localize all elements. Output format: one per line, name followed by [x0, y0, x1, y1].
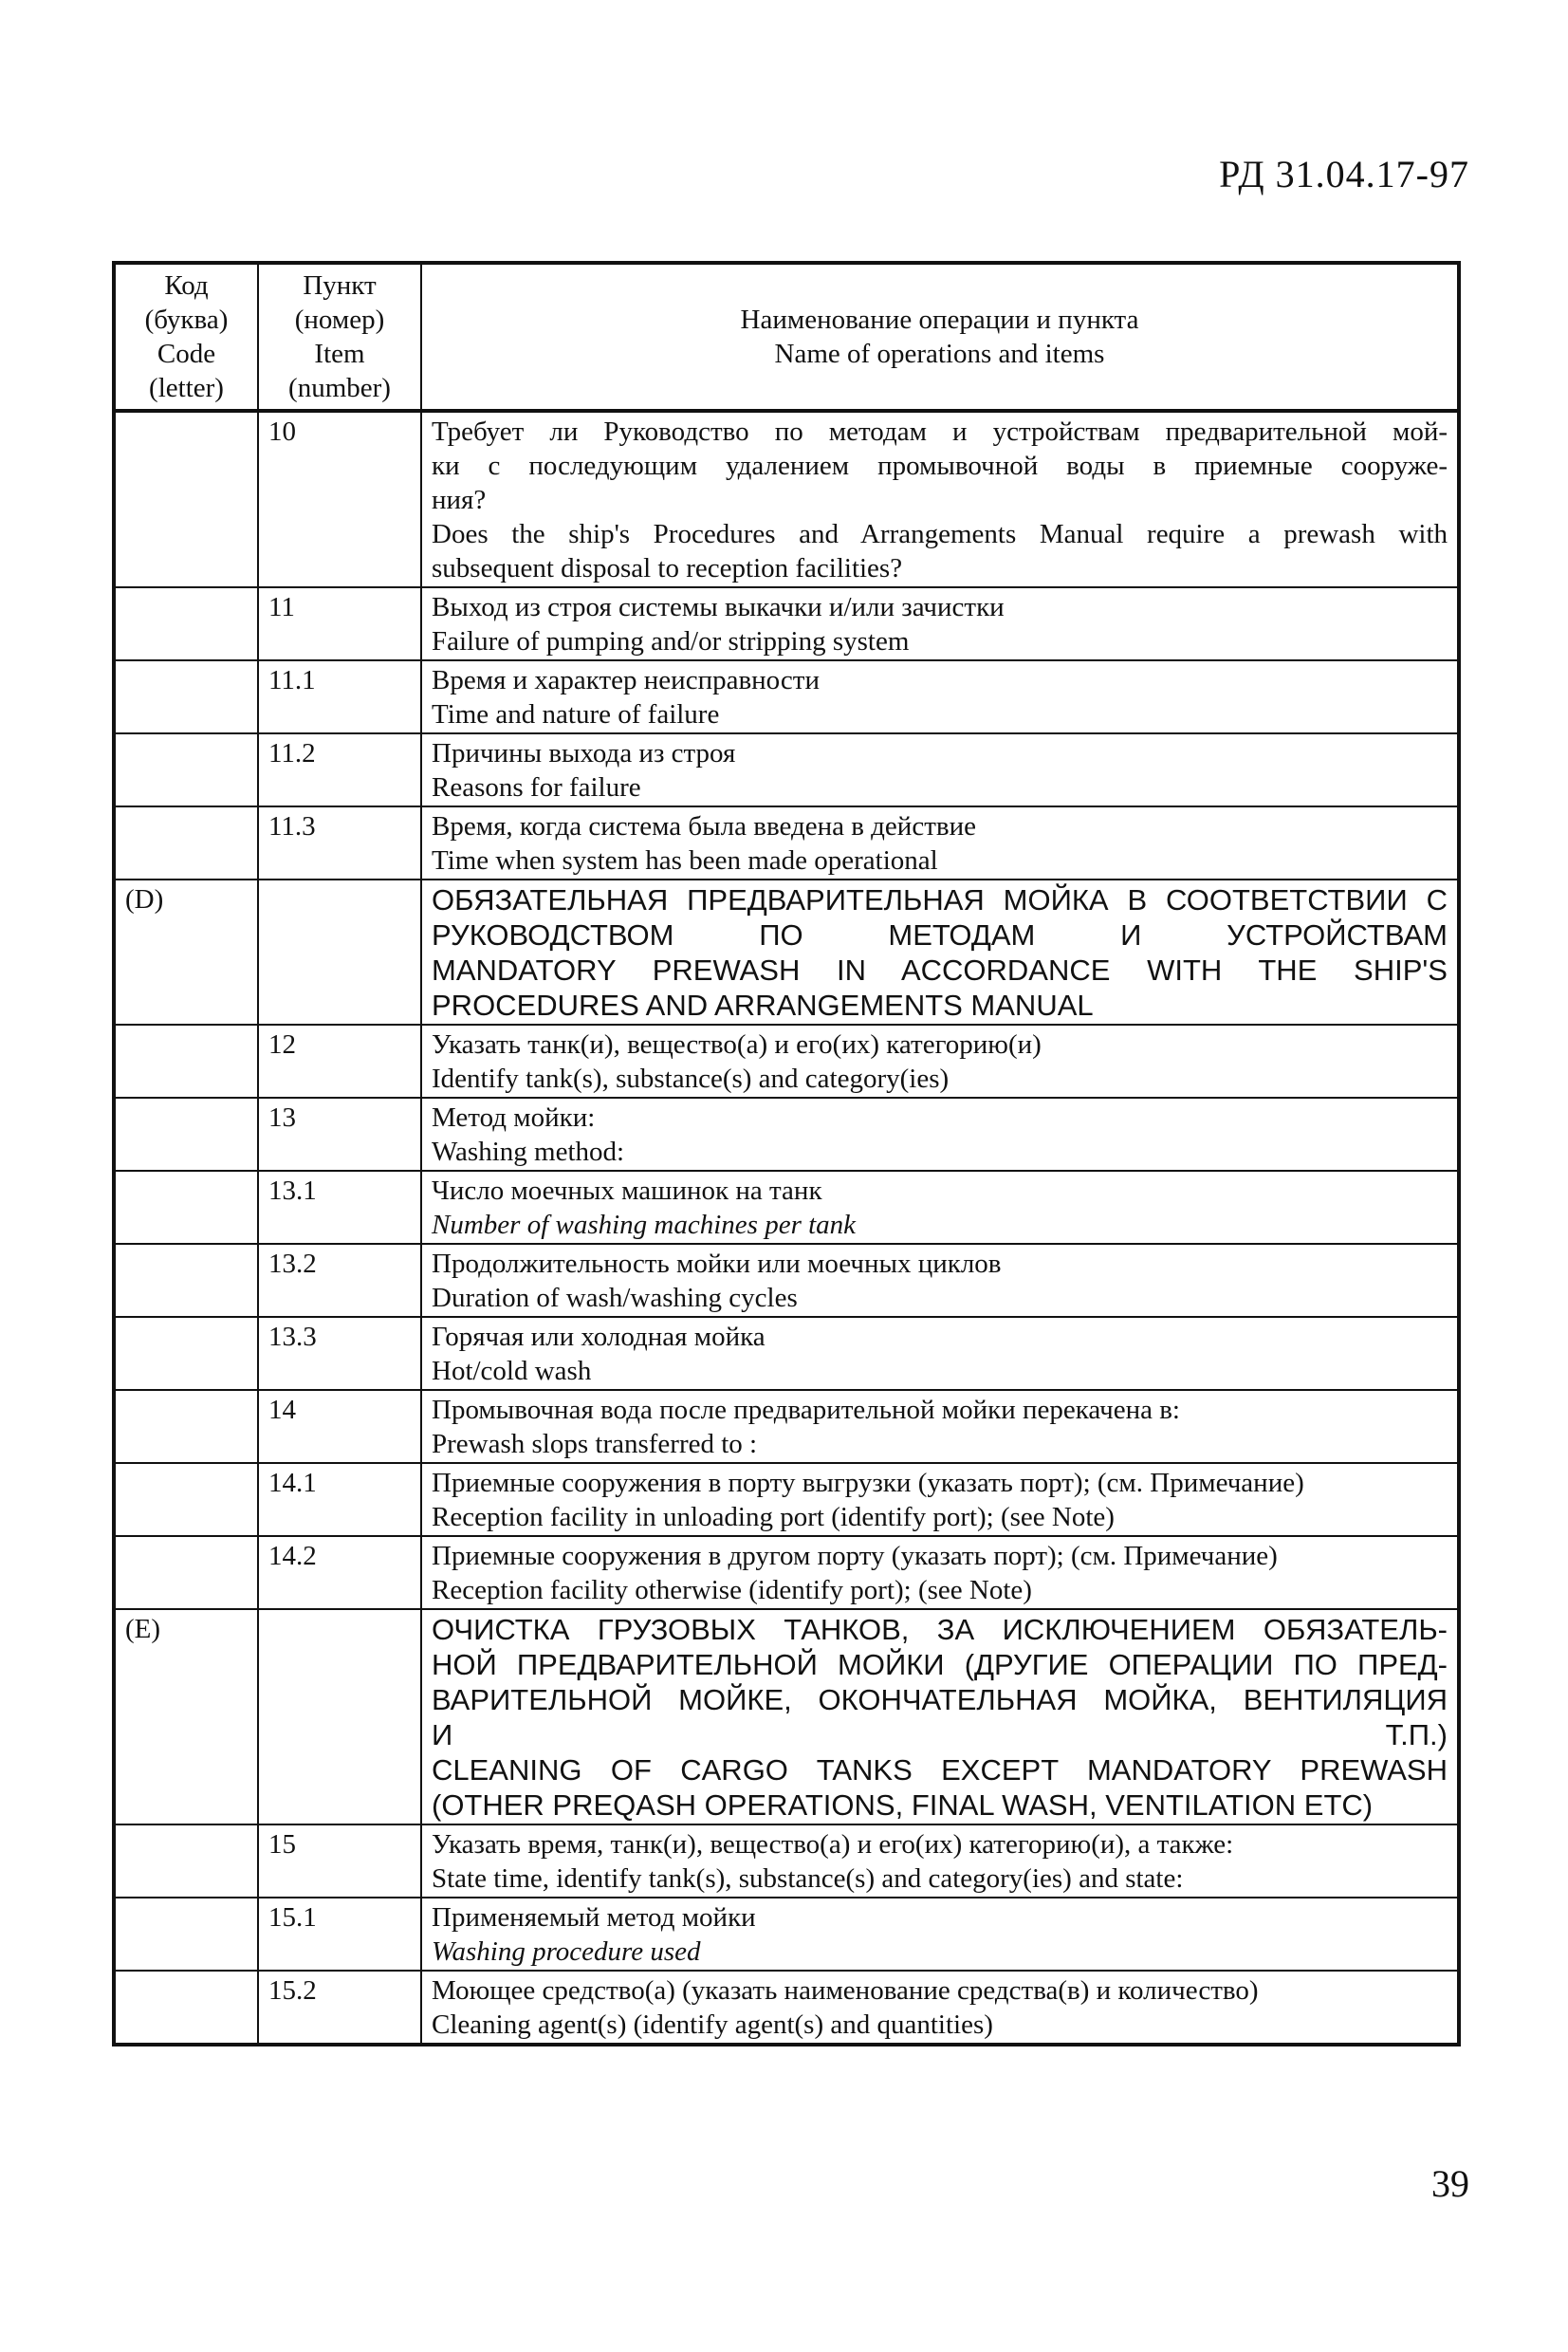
- operation-name-cell: [421, 880, 1459, 1025]
- operation-name-cell: [421, 733, 1459, 806]
- item-number-cell: [258, 1609, 421, 1824]
- operation-text-line: Горячая или холодная мойка: [432, 1322, 766, 1352]
- operation-name-cell: [421, 1898, 1459, 1971]
- operation-text-line: Cleaning agent(s) (identify agent(s) and quantities): [432, 2009, 993, 2040]
- operation-text-line: Washing method:: [432, 1137, 625, 1167]
- code-cell: (D): [114, 880, 258, 1025]
- operation-text-line: Указать танк(и), вещество(а) и его(их) категорию(и): [432, 1029, 1042, 1060]
- operation-text-line: Промывочная вода после предварительной мойки перекачена в:: [432, 1395, 1180, 1425]
- code-cell: [114, 733, 258, 806]
- operation-text-line: Выход из строя системы выкачки и/или зачистки: [432, 592, 1005, 622]
- operation-text-line: Время, когда система была введена в действие: [432, 811, 976, 842]
- operation-text-line: И Т.П.): [432, 1718, 1448, 1751]
- operation-text-line: Hot/cold wash: [432, 1356, 592, 1386]
- header-line: Name of operations and items: [774, 339, 1105, 369]
- operation-text-line: Метод мойки:: [432, 1102, 596, 1133]
- operation-text-line: ОБЯЗАТЕЛЬНАЯ ПРЕДВАРИТЕЛЬНАЯ МОЙКА В СООТВЕТСТВИИ С: [432, 883, 1448, 917]
- table-row: [114, 1463, 1459, 1536]
- header-line: Пункт: [303, 270, 377, 301]
- operation-name-cell: [421, 806, 1459, 880]
- operation-name-cell: [421, 1098, 1459, 1171]
- table-row: [114, 1390, 1459, 1463]
- table-row: [114, 880, 1459, 1025]
- item-number-cell: 10: [258, 411, 421, 587]
- code-cell: [114, 1244, 258, 1317]
- item-number-cell: 11.2: [258, 733, 421, 806]
- operation-text-line: Time when system has been made operational: [432, 845, 938, 876]
- header-line: (letter): [149, 373, 224, 403]
- table-row: [114, 1609, 1459, 1824]
- operation-text-line: Reasons for failure: [432, 772, 641, 803]
- code-cell: [114, 1317, 258, 1390]
- code-cell: [114, 806, 258, 880]
- operation-text-line: State time, identify tank(s), substance(s) and category(ies) and state:: [432, 1863, 1184, 1894]
- table-row: [114, 1098, 1459, 1171]
- document-code: РД 31.04.17-97: [1219, 153, 1469, 195]
- operation-name-cell: [421, 1536, 1459, 1609]
- operation-text-line: Время и характер неисправности: [432, 665, 820, 695]
- operation-text-line: subsequent disposal to reception facilities?: [432, 553, 903, 583]
- item-column-header: [258, 263, 421, 411]
- operation-text-line: ния?: [432, 485, 487, 515]
- code-cell: [114, 1971, 258, 2045]
- table-row: [114, 1536, 1459, 1609]
- code-cell: [114, 1025, 258, 1098]
- table-row: [114, 1171, 1459, 1244]
- page-number: 39: [1431, 2162, 1469, 2205]
- item-number-cell: 13.3: [258, 1317, 421, 1390]
- item-number-cell: 14.2: [258, 1536, 421, 1609]
- operations-table: [112, 261, 1461, 2046]
- operation-name-cell: [421, 1390, 1459, 1463]
- table-row: [114, 1824, 1459, 1898]
- name-column-header: [421, 263, 1459, 411]
- operation-text-line: PROCEDURES AND ARRANGEMENTS MANUAL: [432, 989, 1094, 1022]
- code-cell: [114, 1390, 258, 1463]
- operation-name-cell: [421, 1171, 1459, 1244]
- operation-text-line: РУКОВОДСТВОМ ПО МЕТОДАМ И УСТРОЙСТВАМ: [432, 918, 1448, 952]
- operation-text-line: Reception facility otherwise (identify port); (see Note): [432, 1575, 1032, 1605]
- code-cell: [114, 660, 258, 733]
- table-row: [114, 660, 1459, 733]
- table-row: [114, 587, 1459, 660]
- table-row: [114, 1898, 1459, 1971]
- operation-text-line: Приемные сооружения в другом порту (указать порт); (см. Примечание): [432, 1541, 1278, 1571]
- operation-text-line: Число моечных машинок на танк: [432, 1176, 822, 1206]
- operation-name-cell: [421, 1824, 1459, 1898]
- table-header-row: [114, 263, 1459, 411]
- operation-text-line: Number of washing machines per tank: [432, 1210, 857, 1240]
- item-number-cell: 15.1: [258, 1898, 421, 1971]
- operation-text-line: ОЧИСТКА ГРУЗОВЫХ ТАНКОВ, ЗА ИСКЛЮЧЕНИЕМ ОБЯЗАТЕЛЬ-: [432, 1613, 1448, 1646]
- operation-name-cell: [421, 1971, 1459, 2045]
- operation-name-cell: [421, 660, 1459, 733]
- operation-text-line: Требует ли Руководство по методам и устройствам предварительной мой-: [432, 417, 1448, 447]
- item-number-cell: 15: [258, 1824, 421, 1898]
- operation-text-line: Duration of wash/washing cycles: [432, 1283, 798, 1313]
- item-number-cell: 14: [258, 1390, 421, 1463]
- operation-text-line: Time and nature of failure: [432, 699, 720, 730]
- operation-name-cell: [421, 1244, 1459, 1317]
- operation-text-line: Reception facility in unloading port (identify port); (see Note): [432, 1502, 1115, 1532]
- operation-text-line: Does the ship's Procedures and Arrangements Manual require a prewash with: [432, 519, 1448, 549]
- header-line: (буква): [144, 305, 229, 335]
- operation-name-cell: [421, 587, 1459, 660]
- operation-name-cell: [421, 1609, 1459, 1824]
- operation-text-line: Приемные сооружения в порту выгрузки (указать порт); (см. Примечание): [432, 1468, 1304, 1498]
- table-row: [114, 411, 1459, 587]
- operation-text-line: Prewash slops transferred to :: [432, 1429, 758, 1459]
- operation-name-cell: [421, 1317, 1459, 1390]
- code-column-header: [114, 263, 258, 411]
- operation-text-line: ки с последующим удалением промывочной воды в приемные сооруже-: [432, 451, 1448, 481]
- code-cell: [114, 587, 258, 660]
- code-cell: [114, 1824, 258, 1898]
- item-number-cell: 11.3: [258, 806, 421, 880]
- header-line: (number): [288, 373, 391, 403]
- operation-text-line: Моющее средство(а) (указать наименование средства(в) и количество): [432, 1975, 1259, 2006]
- operation-text-line: Указать время, танк(и), вещество(а) и его(их) категорию(и), а также:: [432, 1829, 1234, 1860]
- item-number-cell: 15.2: [258, 1971, 421, 2045]
- header-line: Код: [164, 270, 209, 301]
- header-line: Code: [157, 339, 216, 369]
- operation-text-line: Причины выхода из строя: [432, 738, 736, 769]
- table-row: [114, 806, 1459, 880]
- operation-text-line: Применяемый метод мойки: [432, 1902, 756, 1933]
- operation-text-line: CLEANING OF CARGO TANKS EXCEPT MANDATORY PREWASH: [432, 1753, 1448, 1787]
- item-number-cell: 12: [258, 1025, 421, 1098]
- operation-text-line: Washing procedure used: [432, 1936, 701, 1967]
- table-row: [114, 1025, 1459, 1098]
- header-line: Наименование операции и пункта: [740, 305, 1139, 335]
- operation-text-line: Продолжительность мойки или моечных циклов: [432, 1249, 1002, 1279]
- operation-name-cell: [421, 1025, 1459, 1098]
- code-cell: [114, 1098, 258, 1171]
- item-number-cell: 13.2: [258, 1244, 421, 1317]
- code-cell: [114, 1463, 258, 1536]
- code-cell: (E): [114, 1609, 258, 1824]
- table-row: [114, 733, 1459, 806]
- item-number-cell: [258, 880, 421, 1025]
- table-row: [114, 1971, 1459, 2045]
- operation-text-line: Failure of pumping and/or stripping system: [432, 626, 910, 657]
- table-row: [114, 1244, 1459, 1317]
- code-cell: [114, 1536, 258, 1609]
- table-row: [114, 1317, 1459, 1390]
- operation-text-line: MANDATORY PREWASH IN ACCORDANCE WITH THE SHIP'S: [432, 954, 1448, 987]
- code-cell: [114, 1171, 258, 1244]
- operation-text-line: (OTHER PREQASH OPERATIONS, FINAL WASH, VENTILATION ETC): [432, 1788, 1374, 1822]
- code-cell: [114, 1898, 258, 1971]
- header-line: (номер): [294, 305, 385, 335]
- operation-text-line: Identify tank(s), substance(s) and category(ies): [432, 1064, 950, 1094]
- operation-text-line: ВАРИТЕЛЬНОЙ МОЙКЕ, ОКОНЧАТЕЛЬНАЯ МОЙКА, ВЕНТИЛЯЦИЯ: [432, 1683, 1448, 1716]
- item-number-cell: 13.1: [258, 1171, 421, 1244]
- header-line: Item: [314, 339, 365, 369]
- code-cell: [114, 411, 258, 587]
- operation-text-line: НОЙ ПРЕДВАРИТЕЛЬНОЙ МОЙКИ (ДРУГИЕ ОПЕРАЦИИ ПО ПРЕД-: [432, 1648, 1448, 1681]
- item-number-cell: 13: [258, 1098, 421, 1171]
- item-number-cell: 11: [258, 587, 421, 660]
- operation-name-cell: [421, 411, 1459, 587]
- operation-name-cell: [421, 1463, 1459, 1536]
- item-number-cell: 11.1: [258, 660, 421, 733]
- item-number-cell: 14.1: [258, 1463, 421, 1536]
